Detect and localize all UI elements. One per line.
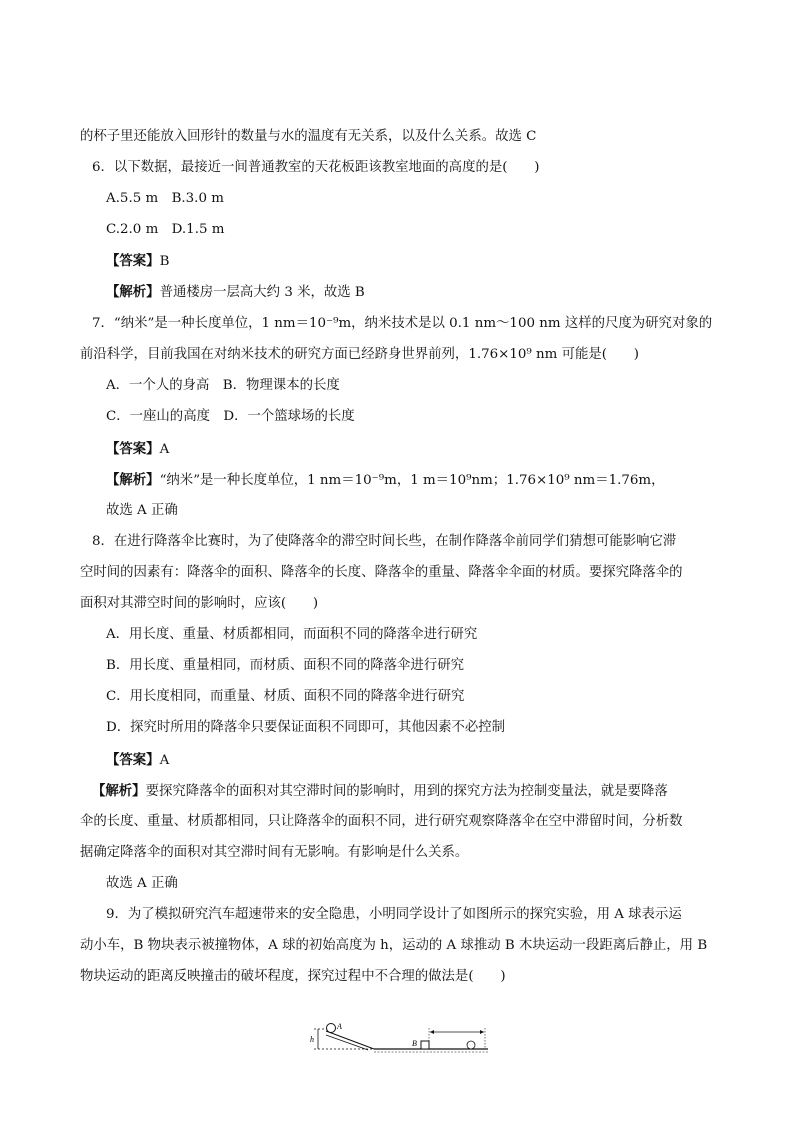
- analysis-tag: 【解析】: [106, 284, 160, 300]
- q8-stem-2: 空时间的因素有：降落伞的面积、降落伞的长度、降落伞的重量、降落伞伞面的材质。要探究降落伞的: [80, 565, 683, 580]
- q7-answer: [106, 440, 169, 459]
- q8-option-c: C．用长度相同，而重量、材质、面积不同的降落伞进行研究: [106, 689, 465, 704]
- analysis-text: 要探究降落伞的面积对其空滞时间的影响时，用到的探究方法为控制变量法，就是要降落: [145, 784, 668, 799]
- q7-stem-2: 前沿科学，目前我国在对纳米技术的研究方面已经跻身世界前列，1.76×10⁹ nm 可能是( ): [80, 347, 640, 362]
- q8-analysis-1: [92, 782, 668, 801]
- analysis-text: “纳米”是一种长度单位，1 nm＝10⁻⁹m，1 m＝10⁹nm；1.76×10⁹ nm＝1.76m，: [159, 473, 665, 488]
- label-h: h: [310, 1035, 314, 1044]
- q7-analysis: [106, 471, 665, 490]
- answer-value: A: [159, 753, 170, 768]
- answer-tag: 【答案】: [106, 253, 160, 269]
- q8-answer: [106, 751, 169, 770]
- q9-stem-3: 物块运动的距离反映撞击的破坏程度，探究过程中不合理的做法是( ): [80, 969, 506, 984]
- ball-a: [327, 1024, 336, 1033]
- intro-line: 的杯子里还能放入回形针的数量与水的温度有无关系，以及什么关系。故选 C: [80, 129, 537, 144]
- q6-stem: 6．以下数据，最接近一间普通教室的天花板距该教室地面的高度的是( ): [92, 160, 540, 175]
- q6-options-ab: A.5.5 m B.3.0 m: [106, 191, 224, 206]
- q6-answer: [106, 252, 169, 271]
- q8-conclusion: 故选 A 正确: [106, 876, 178, 891]
- q6-options-cd: C.2.0 m D.1.5 m: [106, 222, 225, 237]
- experiment-figure: [308, 1022, 494, 1056]
- q9-stem-2: 动小车，B 物块表示被撞物体，A 球的初始高度为 h，运动的 A 球推动 B 木块运动一段距离后静止，用 B: [80, 938, 708, 953]
- q8-option-d: D．探究时所用的降落伞只要保证面积不同即可，其他因素不必控制: [106, 720, 506, 735]
- ball-end-position: [467, 1041, 475, 1049]
- label-b: B: [412, 1039, 417, 1048]
- q7-conclusion: 故选 A 正确: [106, 503, 178, 518]
- answer-tag: 【答案】: [106, 752, 160, 768]
- answer-value: B: [159, 254, 170, 269]
- distance-arrowhead-left: [430, 1030, 434, 1034]
- q9-stem-1: 9．为了模拟研究汽车超速带来的安全隐患，小明同学设计了如图所示的探究实验，用 A 球表示运: [106, 907, 682, 922]
- block-b: [421, 1041, 429, 1049]
- q8-option-b: B．用长度、重量相同，而材质、面积不同的降落伞进行研究: [106, 658, 464, 673]
- ramp-lower: [326, 1035, 368, 1050]
- analysis-tag: 【解析】: [106, 472, 160, 488]
- q7-options-ab: A．一个人的身高 B．物理课本的长度: [106, 378, 340, 393]
- answer-tag: 【答案】: [106, 441, 160, 457]
- q8-analysis-2: 伞的长度、重量、材质都相同，只让降落伞的面积不同，进行研究观察降落伞在空中滞留时间，分析数: [80, 814, 683, 829]
- analysis-tag: 【解析】: [92, 783, 146, 799]
- q8-stem-1: 8．在进行降落伞比赛时，为了使降落伞的滞空时间长些，在制作降落伞前同学们猜想可能影响它滞: [92, 534, 677, 549]
- q7-options-cd: C．一座山的高度 D．一个篮球场的长度: [106, 409, 355, 424]
- q8-option-a: A．用长度、重量、材质都相同，而面积不同的降落伞进行研究: [106, 627, 478, 642]
- ramp-upper: [326, 1031, 374, 1049]
- q8-stem-3: 面积对其滞空时间的影响时，应该( ): [80, 596, 319, 611]
- q7-stem-1: 7．“纳米”是一种长度单位，1 nm＝10⁻⁹m，纳米技术是以 0.1 nm～100 nm 这样的尺度为研究对象的: [92, 316, 713, 331]
- q8-analysis-3: 据确定降落伞的面积对其空滞时间有无影响。有影响是什么关系。: [80, 845, 469, 860]
- q6-analysis: [106, 283, 365, 302]
- distance-arrowhead-right: [480, 1030, 484, 1034]
- answer-value: A: [159, 442, 170, 457]
- label-a: A: [337, 1022, 342, 1031]
- analysis-text: 普通楼房一层高大约 3 米，故选 B: [159, 285, 365, 300]
